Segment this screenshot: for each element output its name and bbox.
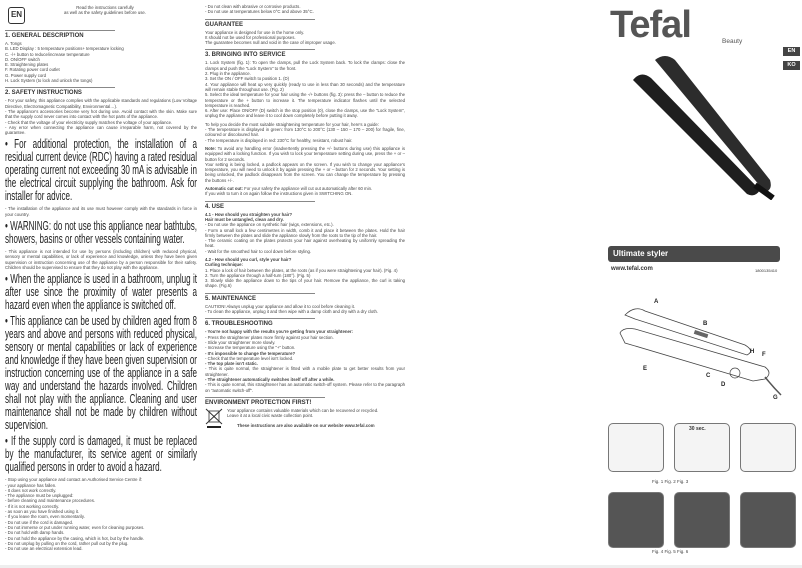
line: B. LED Display : 5 temperature positions+ temperature locking: [5, 46, 124, 52]
line: 3. Slowly slide the appliance down to the tips of your hair. Remove the appliance, the curl is taking shape. (Fig.6): [205, 278, 405, 289]
line: - The straightener automatically switches itself off after a while.: [205, 377, 335, 383]
section-heading: 6. TROUBLESHOOTING: [205, 318, 315, 327]
line: - The temperature is displayed in green: from 130°C to 200°C (130 – 150 – 170 – 200) for fragile, fine, coloured or discoloured hair.: [205, 127, 405, 138]
part-label: C: [706, 373, 711, 379]
column-left: [5, 0, 197, 551]
question-sub: Curling technique:: [205, 262, 243, 268]
line: - The temperature is displayed in red: 230°C for healthy, resistant, robust hair.: [205, 137, 353, 143]
figure-caption: Fig. 4 Fig. 5 Fig. 6: [652, 549, 689, 554]
line: It should not be used for professional purposes.: [205, 34, 296, 40]
line: D. ON/OFF switch: [5, 56, 40, 62]
line: - Press the straightener plates more firmly against your hair section.: [205, 334, 334, 340]
line: CAUTION! Always unplug your appliance and allow it to cool before cleaning it.: [205, 303, 355, 309]
line: F. Rotating power cord outlet: [5, 67, 60, 73]
line: - Do not hold with damp hands.: [5, 530, 65, 536]
line: - Check that the temperature level isn't locked.: [205, 355, 294, 361]
line: - Do not immerse or put under running water, even for cleaning purposes.: [5, 524, 145, 530]
safety-text: [5, 98, 197, 135]
line: To help you decide the most suitable straightening temperature for your hair, here's a guide:: [205, 121, 379, 127]
cover-panel: [595, 0, 802, 568]
question: 4.1 - How should you straighten your hair?: [205, 211, 293, 217]
line: E. Straightening plates: [5, 62, 49, 68]
line: - Slide your straightener more slowly.: [205, 339, 276, 345]
figure-6: [740, 492, 796, 548]
env-line: Your appliance contains valuable materials which can be recovered or recycled.: [227, 407, 379, 413]
intro-note: [45, 5, 165, 16]
line: 3. Set the ON / OFF switch to position 1. (D): [205, 76, 290, 82]
answer: [205, 222, 405, 254]
logo-subtitle: Beauty: [722, 38, 743, 45]
line: 2. Plug in the appliance.: [205, 71, 251, 77]
line: - The appliance's accessories become very hot during use. Avoid contact with the skin. Make sure that the supply cord never comes into contact with the hot parts of the appliance.: [5, 108, 197, 120]
section-heading: 4. USE: [205, 201, 315, 210]
general-list: [5, 41, 197, 83]
website-note: These instructions are also available on our website www.tefal.com: [237, 422, 375, 428]
figure-caption: Fig. 1 Fig. 2 Fig. 3: [652, 479, 689, 484]
part-label: G: [773, 395, 778, 401]
line: - Check that the voltage of your electricity supply matches the voltage of your appliance.: [5, 119, 173, 125]
line: A. Tongs: [5, 41, 22, 46]
auto-cutout: [205, 186, 405, 197]
section-heading: 5. MAINTENANCE: [205, 293, 315, 302]
line: - before cleaning and maintenance procedures.: [5, 498, 96, 504]
line: 5. Select the ideal temperature for your hair using the -/+ buttons (fig. 3): press the – button to reduce the temperature or the + button to increase it. The temperature indicator flashes until the selected temperature is reached.: [205, 92, 405, 108]
safety-warning: • For additional protection, the installation of a residual current device (RDC) having a rated residual operating current not exceeding 30 mA is advisable in the electrical circuit supplying the bathroom. Ask for installer for advice.: [5, 137, 197, 204]
line: 1. Lock System (fig. 1): To open the clamps, pull the Lock System back. To lock the clamps: close the clamps and push the "Lock System" to the front.: [205, 60, 405, 71]
line: - Do not clean with abrasive or corrosive products.: [205, 4, 301, 9]
note-label: Note:: [205, 145, 216, 151]
line: - Wait for the smoothed hair to cool down before styling.: [205, 248, 312, 254]
lang-badge-en[interactable]: EN: [783, 47, 800, 56]
auto-text: For your safety the appliance will cut out automatically after 60 min.: [242, 186, 373, 192]
line: 4. Your appliance will heat up very quickly (ready to use in less than 30 seconds) and the temperature will remain stable throughout use. (Fig. 2): [205, 81, 405, 92]
line: Your appliance is designed for use in the home only.: [205, 29, 305, 35]
part-label: B: [703, 321, 708, 327]
line: - Do not unplug by pulling on the cord, rather pull out by the plug.: [5, 540, 129, 546]
section-heading: GUARANTEE: [205, 19, 315, 28]
line: - If you leave the room, even momentarily.: [5, 514, 85, 520]
safety-list: [5, 477, 197, 551]
safety-warning: • This appliance can be used by children aged from 8 years and above and persons with reduced physical, sensory or mental capabilities or lack of experience and knowledge if they have been given supervision or instruction concerning use of the appliance in a safe way and understand the hazards involved. Children shall not play with the appliance. Cleaning and user maintenance shall not be made by children without supervision.: [5, 314, 197, 433]
env-line: Leave it at a local civic waste collection point.: [227, 413, 314, 419]
safety-warning-wrap: [5, 138, 197, 203]
note2: Your setting is being locked, a padlock appears on the screen. If you wish to change your appliance's temperature, you will need to unlock it by again pressing the + or – button for 2 seconds. Your setting is being unlocked, the padlock disappears from the screen. You can change the temperature by pressing the buttons +/-.: [205, 161, 405, 183]
section-heading: 3. BRINGING INTO SERVICE: [205, 49, 315, 58]
text: [205, 4, 405, 15]
product-code: 1800135410: [755, 268, 778, 273]
line: - Any error when connecting the appliance can cause irreparable harm, not covered by the guarantee.: [5, 124, 197, 136]
service-steps: [205, 60, 405, 118]
figure-2: [674, 423, 730, 472]
line: 6. After use: Place ON/OFF (D) switch in the stop position (0), close the clamps, use the "Lock System", unplug the appliance and leave it to cool down completely before putting it away.: [205, 108, 405, 119]
part-label: E: [643, 366, 648, 372]
tefal-logo: Tefal: [610, 4, 691, 46]
line: G. Power supply cord: [5, 72, 47, 78]
line: - The appliance must be unplugged:: [5, 493, 74, 499]
line: - You're not happy with the results you're getting from your straightener:: [205, 329, 353, 335]
line: 2. Turn the appliance through a half-turn (180°). (Fig. 5): [205, 272, 311, 278]
auto-label: Automatic cut out:: [205, 186, 243, 192]
line: - The top plate isn't static.: [205, 361, 258, 367]
figure-4: [608, 492, 664, 548]
line: - Form a small lock a few centimetres in width, comb it and place it between the plates. Hold the hair firmly between the plates and slide the appliance slowly from the roots to the tip of the hair.: [205, 227, 405, 238]
line: - Do not use if the cord is damaged.: [5, 519, 74, 525]
column-middle: [205, 0, 405, 428]
part-label: A: [654, 299, 659, 305]
language-badge: EN: [8, 7, 25, 24]
section-heading: 1. GENERAL DESCRIPTION: [5, 30, 115, 39]
temperature-guide: [205, 122, 405, 143]
line: - Stop using your appliance and contact an Authorised Service Centre if:: [5, 477, 143, 483]
line: The guarantee becomes null and void in the case of improper usage.: [205, 40, 336, 46]
line: C. -/+ button to reduce/increase temperature: [5, 51, 90, 57]
safety-text: - This appliance is not intended for use by persons (including children) with reduced physical, sensory or mental capabilities, or lack of experience and knowledge, unless they have been given supervision or instruction concerning use of the appliance by a person responsible for their safety. Children should be supervised to ensure that they do not play with the appliance.: [5, 249, 197, 270]
safety-warning-wrap: [5, 315, 197, 432]
line: - Do not hold the appliance by the casing, which is hot, but by the handle.: [5, 535, 145, 541]
safety-warning: • WARNING: do not use this appliance near bathtubs, showers, basins or other vessels containing water.: [5, 219, 197, 247]
website[interactable]: www.tefal.com: [611, 266, 653, 272]
safety-warning-wrap: [5, 435, 197, 474]
troubleshooting-text: [205, 329, 405, 393]
safety-warning-wrap: [5, 273, 197, 312]
line: - as soon as you have finished using it.: [5, 509, 80, 515]
intro-line: as well as the safety guidelines before use.: [64, 10, 146, 16]
line: H. Lock System (to lock and unlock the tongs): [5, 78, 93, 84]
line: - The ceramic coating on the plates protects your hair against overheating by uniformly spreading the heat.: [205, 238, 405, 249]
use-text: [205, 212, 405, 289]
line: - Do not use the appliance on synthetic hair (wigs, extensions, etc.).: [205, 222, 334, 228]
part-label: H: [750, 349, 755, 355]
note-text: To avoid any handling error (inadvertently pressing the +/- buttons during use) this appliance is equipped with a locking function. If you wish to lock your temperature setting during use, press the + or – button for 2 seconds.: [205, 145, 405, 162]
line: - If it is not working correctly.: [5, 503, 60, 509]
recycle-bin-crossed-icon: [205, 408, 223, 428]
question-sub: Hair must be untangled, clean and dry.: [205, 216, 284, 222]
intro-line: Read the instructions carefully: [76, 5, 134, 10]
note: [205, 146, 405, 162]
figure-3: [740, 423, 796, 472]
safety-warning-wrap: [5, 220, 197, 246]
line: - It's impossible to change the temperature?: [205, 350, 296, 356]
answer: [205, 268, 405, 289]
auto-text2: If you wish to turn it on again follow the instructions given in SWITCHING ON.: [205, 191, 353, 197]
parts-diagram: [595, 295, 802, 415]
straightener-photo: [595, 50, 802, 200]
guarantee-text: [205, 30, 405, 46]
question: 4.2 - How should you curl, style your hair?: [205, 256, 292, 262]
line: 1. Place a lock of hair between the plates, at the roots (as if you were straightening your hair). (Fig. 4): [205, 267, 398, 273]
environment-block: [205, 408, 405, 428]
fig-time-label: 30 sec.: [689, 426, 706, 432]
lang-badge-ko[interactable]: KO: [783, 61, 800, 70]
line: - To clean the appliance, unplug it and then wipe with a damp cloth and dry with a dry cloth.: [205, 309, 379, 315]
figure-5: [674, 492, 730, 548]
line: - your appliance has fallen.: [5, 482, 57, 488]
figure-1: [608, 423, 664, 472]
line: - Increase the temperature using the "+" button.: [205, 345, 296, 351]
line: - For your safety, this appliance complies with the applicable standards and regulations (Low Voltage Directive, Electromagnetic Compatibility, Environmental…).: [5, 98, 197, 109]
part-label: D: [721, 382, 726, 388]
line: - Do not use an electrical extension lead.: [5, 546, 83, 552]
line: - It does not work correctly.: [5, 487, 57, 493]
maintenance-text: [205, 304, 405, 315]
product-title-bar: Ultimate styler: [608, 246, 780, 262]
safety-warning: • If the supply cord is damaged, it must be replaced by the manufacturer, its service agent or similarly qualified persons in order to avoid a hazard.: [5, 434, 197, 475]
line: - This is quite normal, the straightener is fitted with a mobile plate to get better results from your straightener.: [205, 366, 405, 377]
safety-text: - The installation of the appliance and its use must however comply with the standards in force in your country.: [5, 206, 197, 217]
line: - This is quite normal, this straightener has an automatic switch-off system. Please refer to the paragraph on "automatic switch-off".: [205, 382, 405, 393]
part-label: F: [762, 352, 766, 358]
section-heading: ENVIRONMENT PROTECTION FIRST!: [205, 397, 325, 406]
safety-warning: • When the appliance is used in a bathroom, unplug it after use since the proximity of water presents a hazard even when the appliance is switched off.: [5, 272, 197, 313]
section-heading: 2. SAFETY INSTRUCTIONS: [5, 87, 115, 96]
line: - Do not use at temperatures below 0°C and above 35°C.: [205, 9, 314, 15]
